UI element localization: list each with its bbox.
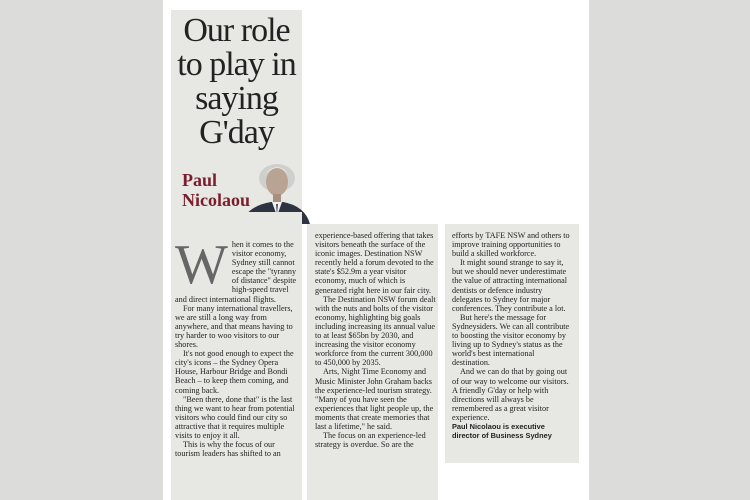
paragraph: This is why the focus of our tourism leaders has shifted to an xyxy=(175,440,281,459)
column-2 xyxy=(315,231,437,449)
author-last-name: Nicolaou xyxy=(182,190,251,210)
column-1 xyxy=(175,234,301,459)
paragraph: The Destination NSW forum dealt with the nuts and bolts of the visitor economy, highlighting big goals including increasing its annual value to at least $65bn by 2030, and increasing the visitor economy workforce from the current 300,000 to 450,000 by 2035. xyxy=(315,294,436,368)
paragraph: hen it comes to the visitor economy, Sydney still cannot escape the "tyranny of distance" despite high-speed travel and direct international flights. xyxy=(175,240,297,304)
paragraph: Arts, Night Time Economy and Music Minister John Graham backs the experience-led tourism strategy. "Many of you have seen the experiences that light people up, the moments that create memories that last a lifetime," he said. xyxy=(315,367,434,431)
author-first-name: Paul xyxy=(182,170,218,190)
newspaper-page xyxy=(163,0,589,500)
paragraph: "Been there, done that" is the last thing we want to hear from potential visitors who could find our city so attractive that it requires multiple visits to enjoy it all. xyxy=(175,394,295,440)
author-bio: Paul Nicolaou is executive director of Business Sydney xyxy=(452,421,552,441)
paragraph: The focus on an experience-led strategy is overdue. So are the xyxy=(315,431,426,450)
drop-cap: W xyxy=(175,234,228,296)
column-3 xyxy=(452,231,574,440)
paragraph: efforts by TAFE NSW and others to improve training opportunities to build a skilled workforce. xyxy=(452,231,570,259)
paragraph: It's not good enough to expect the city's icons – the Sydney Opera House, Harbour Bridge and Bondi Beach – to keep them coming, and coming back. xyxy=(175,349,294,395)
paragraph: It might sound strange to say it, but we should never underestimate the value of attracting international dentists or defence industry delegates to Sydney for major conferences. They contribute a lot. xyxy=(452,258,568,313)
paragraph: For many international travellers, we are still a long way from anywhere, and that means having to try harder to woo visitors to our shores. xyxy=(175,303,293,350)
headline: Our role to play in saying G'day xyxy=(177,12,296,151)
paragraph: And we can do that by going out of our way to welcome our visitors. A friendly G'day or help with directions will always be remembered as a great visitor experience. xyxy=(452,367,569,422)
paragraph: experience-based offering that takes visitors beneath the surface of the iconic images. Destination NSW recently held a forum devoted to the state's $52.9m a year visitor economy, much of which is generated right here in our fair city. xyxy=(315,231,434,295)
headline-panel xyxy=(171,10,302,222)
paragraph: But here's the message for Sydneysiders. We can all contribute to boosting the visitor economy by living up to Sydney's status as the world's best international destination. xyxy=(452,312,570,368)
